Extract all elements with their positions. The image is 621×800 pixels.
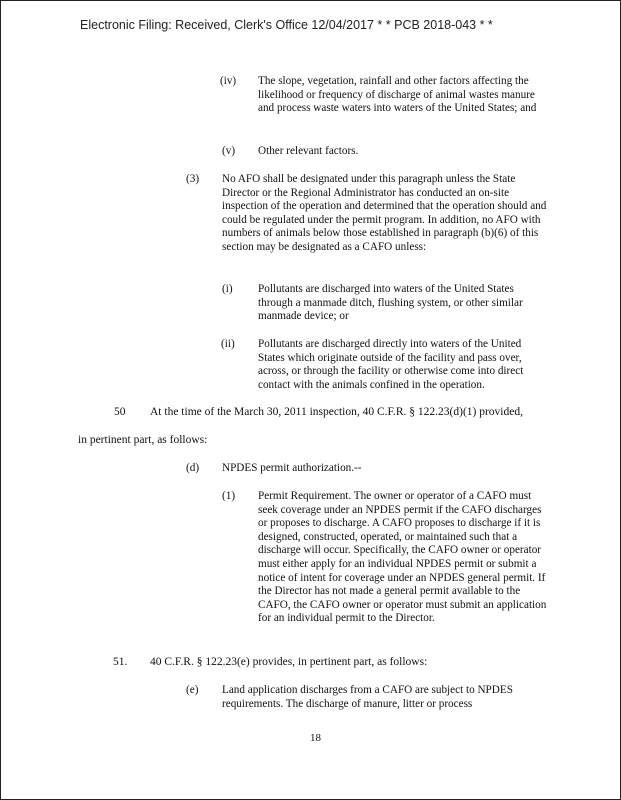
filing-stamp: Electronic Filing: Received, Clerk's Office 12/04/2017 * * PCB 2018-043 * * [80, 18, 493, 32]
item-i-label: (i) [222, 283, 233, 295]
paragraph-50-line2: in pertinent part, as follows: [78, 434, 208, 446]
item-3-text: No AFO shall be designated under this paragraph unless the State Director or the Regional Administrator has conducted an on-site inspection of the operation and determined that the operation should and could be regulated under the permit program. In addition, no AFO with numbers of animals below those established in paragraph (b)(6) of this section may be designated as a CAFO unless: [222, 173, 547, 253]
item-v-label: (v) [222, 145, 236, 157]
item-ii-text: Pollutants are discharged directly into waters of the United States which originate outside of the facility and pass over, across, or through the facility or otherwise come into direct contact with the animals confined in the operation. [258, 338, 524, 391]
item-ii-label: (ii) [221, 338, 235, 350]
paragraph-51-number: 51. [113, 656, 128, 668]
item-iv-text: The slope, vegetation, rainfall and other factors affecting the likelihood or frequency of discharge of animal wastes manure and process waste waters into waters of the United States; and [258, 75, 537, 115]
item-d-label: (d) [186, 462, 200, 474]
item-1-text: Permit Requirement. The owner or operator of a CAFO must seek coverage under an NPDES permit if the CAFO discharges or proposes to discharge. A CAFO proposes to discharge if it is designed, constructed, operated, or maintained such that a discharge will occur. Specifically, the CAFO owner or operator must either apply for an individual NPDES permit or submit a notice of intent for coverage under an NPDES general permit. If the Director has not made a general permit available to the CAFO, the CAFO owner or operator must submit an application for an individual permit to the Director. [258, 490, 547, 625]
item-iv-label: (iv) [220, 75, 237, 87]
item-i-text: Pollutants are discharged into waters of the United States through a manmade ditch, flushing system, or other similar manmade device; or [258, 283, 523, 323]
item-v-text: Other relevant factors. [258, 145, 359, 157]
item-3-label: (3) [186, 173, 200, 185]
paragraph-50-line1: At the time of the March 30, 2011 inspection, 40 C.F.R. § 122.23(d)(1) provided, [150, 406, 523, 418]
paragraph-51-text: 40 C.F.R. § 122.23(e) provides, in pertinent part, as follows: [150, 656, 428, 668]
item-e-label: (e) [186, 684, 199, 696]
paragraph-50-number: 50 [114, 406, 126, 418]
item-d-text: NPDES permit authorization.-- [222, 462, 362, 474]
page-number: 18 [310, 732, 321, 744]
item-1-label: (1) [222, 490, 236, 502]
item-e-text: Land application discharges from a CAFO are subject to NPDES requirements. The discharge of manure, litter or process [222, 684, 513, 710]
